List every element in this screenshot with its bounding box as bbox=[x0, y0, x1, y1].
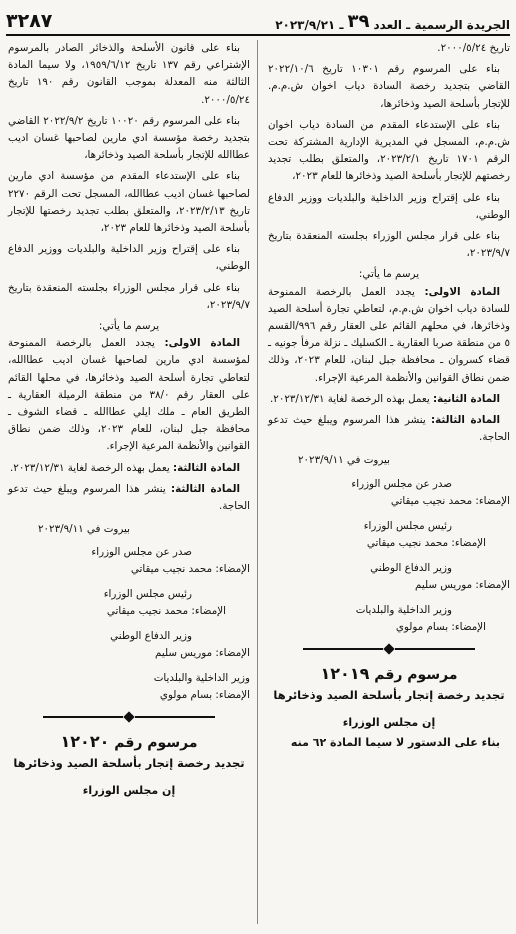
decree-basis: بناء على الدستور لا سيما المادة ٦٢ منه bbox=[290, 735, 500, 749]
article-text: ينشر هذا المرسوم ويبلغ حيث تدعو الحاجة. bbox=[268, 414, 510, 444]
decrees-heading: يرسم ما يأتي: bbox=[98, 320, 160, 333]
paragraph: بناء على قانون الأسلحة والذخائر الصادر بالمرسوم الإشتراعي رقم ١٣٧ تاريخ ١٩٥٩/٦/١٢، ولا سيما المادة الثالثة منه المعدلة بموجب القانون رقم ١٩٠ تاريخ ٢٠٠٠/٥/٢٤. bbox=[8, 42, 250, 106]
issue-number: ٣٩ bbox=[347, 11, 370, 32]
signature: الإمضاء: محمد نجيب ميقاتي bbox=[130, 563, 250, 576]
article-heading: المادة الثالثة: bbox=[431, 414, 500, 427]
signature: الإمضاء: محمد نجيب ميقاتي bbox=[390, 494, 510, 507]
decrees-heading: يرسم ما يأتي: bbox=[358, 268, 420, 281]
signature: الإمضاء: موريس سليم bbox=[415, 578, 510, 591]
signatory-role: وزير الدفاع الوطني bbox=[110, 630, 192, 643]
paragraph: بناء على إقتراح وزير الداخلية والبلديات ووزير الدفاع الوطني، bbox=[8, 243, 250, 273]
article-heading: المادة الاولى: bbox=[424, 285, 500, 298]
column-divider bbox=[257, 40, 258, 924]
decree-number-heading bbox=[8, 732, 250, 753]
paragraph: بناء على قرار مجلس الوزراء بجلسته المنعقدة بتاريخ ٢٠٢٣/٩/٧، bbox=[268, 230, 510, 260]
paragraph: بناء على المرسوم رقم ١٠٣٠١ تاريخ ٢٠٢٢/١٠/٦ القاضي بتجديد رخصة السادة دياب اخوان ش.م.م. للإتجار بأسلحة الصيد وذخائرها، bbox=[268, 63, 510, 110]
right-column bbox=[268, 40, 510, 753]
place-date: بيروت في ٢٠٢٣/٩/١١ bbox=[38, 523, 131, 536]
article-heading: المادة الثانية: bbox=[432, 392, 500, 405]
header-title bbox=[275, 11, 510, 32]
page-number: ٣٢٨٧ bbox=[6, 10, 53, 32]
article-1 bbox=[268, 284, 510, 387]
section-ornament bbox=[268, 644, 510, 654]
article-text: يجدد العمل بالرخصة الممنوحة لمؤسسة ادي مارين لصاحبها غسان اديب عطاالله، لتعاطي تجارة أسلحة الصيد وذخائرها، في محلها القائم على العقار رقم ٣٨/٠ من منطقة الرميلة العقارية ـ الطريق العام ـ ملك ايلي عطاالله ـ قضاء الشوف ـ محافظة جبل لبنان، للعام ٢٠٢٣، وذلك ضمن نطاق القوانين والأنظمة المرعية الإجراء. bbox=[8, 337, 251, 453]
issued-by: صدر عن مجلس الوزراء bbox=[351, 477, 452, 490]
paragraph: تاريخ ٢٠٠٠/٥/٢٤. bbox=[437, 42, 510, 54]
left-column bbox=[8, 40, 250, 801]
decree-number-heading bbox=[268, 664, 510, 685]
issue-date: ـ ٢٠٢٣/٩/٢١ bbox=[275, 18, 344, 32]
signature-block bbox=[8, 544, 250, 704]
decree-authority: إن مجلس الوزراء bbox=[342, 715, 436, 729]
signatory-role: رئيس مجلس الوزراء bbox=[103, 588, 192, 601]
header-rule bbox=[6, 34, 510, 36]
decree-authority: إن مجلس الوزراء bbox=[82, 784, 176, 798]
paragraph: بناء على قرار مجلس الوزراء بجلسته المنعقدة بتاريخ ٢٠٢٣/٩/٧، bbox=[8, 281, 250, 311]
article-3 bbox=[268, 412, 510, 446]
signature: الإمضاء: بسام مولوي bbox=[159, 689, 250, 702]
article-heading: المادة الثالثة: bbox=[172, 461, 240, 474]
article-1 bbox=[8, 335, 250, 455]
signature: الإمضاء: محمد نجيب ميقاتي bbox=[106, 605, 226, 618]
article-2 bbox=[268, 391, 510, 408]
signature: الإمضاء: بسام مولوي bbox=[395, 620, 486, 633]
article-text: يعمل بهذه الرخصة لغاية ٢٠٢٣/١٢/٣١. bbox=[10, 461, 170, 474]
signature-block bbox=[268, 476, 510, 636]
decree-number: ١٢٠١٩ bbox=[320, 663, 370, 683]
decree-label: مرسوم رقم bbox=[374, 666, 458, 683]
signatory-role: وزير الدفاع الوطني bbox=[370, 561, 452, 574]
paragraph: بناء على المرسوم رقم ١٠٠٢٠ تاريخ ٢٠٢٢/٩/٢ القاضي بتجديد رخصة مؤسسة ادي مارين لصاحبها غسان اديب عطاالله للإتجار بأسلحة الصيد وذخائرها، bbox=[8, 114, 250, 162]
paragraph: بناء على إقتراح وزير الداخلية والبلديات ووزير الدفاع الوطني، bbox=[268, 191, 510, 221]
page-header bbox=[6, 6, 510, 32]
signatory-role: وزير الداخلية والبلديات bbox=[153, 672, 250, 685]
article-2 bbox=[8, 460, 250, 477]
decree-number: ١٢٠٢٠ bbox=[60, 732, 110, 752]
article-heading: المادة الاولى: bbox=[164, 337, 240, 350]
article-heading: المادة الثالثة: bbox=[171, 482, 240, 495]
article-3 bbox=[8, 481, 250, 515]
signature: الإمضاء: محمد نجيب ميقاتي bbox=[366, 536, 486, 549]
signature: الإمضاء: موريس سليم bbox=[155, 647, 250, 660]
section-ornament bbox=[8, 712, 250, 722]
issued-by: صدر عن مجلس الوزراء bbox=[91, 546, 192, 559]
article-text: ينشر هذا المرسوم ويبلغ حيث تدعو الحاجة. bbox=[8, 482, 250, 513]
decree-label: مرسوم رقم bbox=[114, 735, 198, 752]
signatory-role: وزير الداخلية والبلديات bbox=[355, 603, 452, 616]
paragraph: بناء على الإستدعاء المقدم من مؤسسة ادي مارين لصاحبها غسان اديب عطاالله، المسجل تحت الرقم ٢٢٧٠ تاريخ ٢٠٢٣/٢/١٣، والمتعلق بطلب تجديد رخصتها للإتجار بأسلحة الصيد وذخائرها للعام ٢٠٢٣، bbox=[8, 170, 250, 235]
place-date: بيروت في ٢٠٢٣/٩/١١ bbox=[298, 454, 391, 467]
publication-name: الجريدة الرسمية ـ العدد bbox=[373, 18, 510, 32]
signatory-role: رئيس مجلس الوزراء bbox=[363, 519, 452, 532]
article-text: يجدد العمل بالرخصة الممنوحة للسادة دياب اخوان ش.م.م، لتعاطي تجارة أسلحة الصيد وذخائرها، في محلهم القائم على العقار رقم ٩٩٦/القسم ٥ من منطقة صربا العقارية ـ الكسليك ـ نزلة مرفأ جونيه ـ قضاء كسروان ـ محافظة جبل لبنان، للعام ٢٠٢٣، وذلك ضمن نطاق القوانين والأنظمة المرعية الإجراء. bbox=[268, 285, 510, 384]
decree-title: تجديد رخصة إتجار بأسلحة الصيد وذخائرها bbox=[13, 756, 245, 771]
paragraph: بناء على الإستدعاء المقدم من السادة دياب اخوان ش.م.م، المسجل في المديرية الإدارية المشتركة تحت الرقم ١٧٠١ تاريخ ٢٠٢٣/٢/١، والمتعلق بطلب تجديد رخصتهم للإتجار بأسلحة الصيد وذخائرها للعام ٢٠٢٣، bbox=[268, 118, 510, 183]
decree-title: تجديد رخصة إتجار بأسلحة الصيد وذخائرها bbox=[273, 687, 505, 702]
article-text: يعمل بهذه الرخصة لغاية ٢٠٢٣/١٢/٣١. bbox=[270, 392, 430, 405]
